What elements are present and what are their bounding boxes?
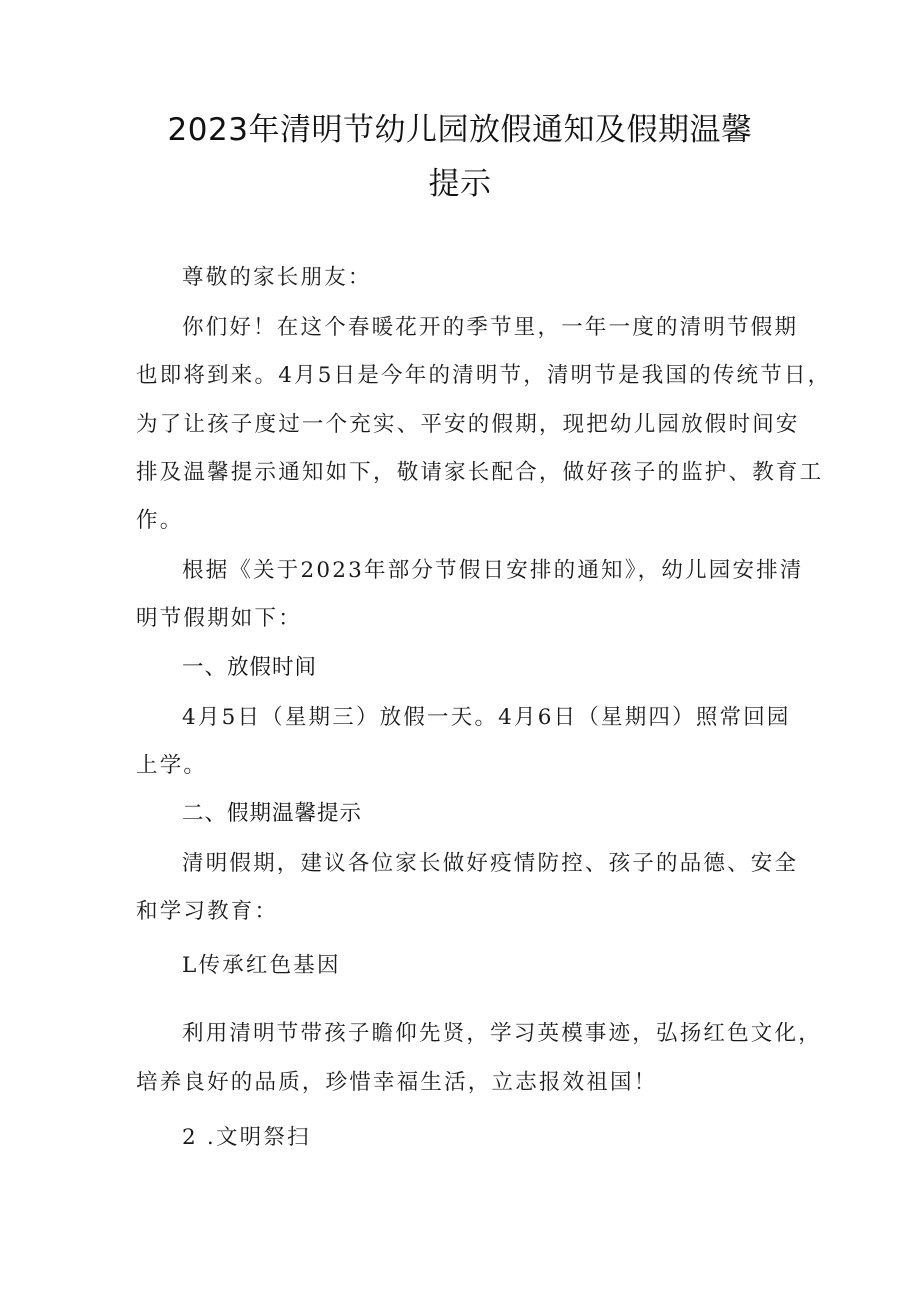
document-title-line-2: 提示 — [428, 166, 492, 202]
tip-1-line-2: 培养良好的品质，珍惜幸福生活，立志报效祖国！ — [136, 1070, 658, 1095]
tips-line-1: 清明假期，建议各位家长做好疫情防控、孩子的品德、安全 — [182, 851, 799, 876]
section-heading-holiday-time: 一、放假时间 — [182, 655, 318, 680]
intro-line-1: 你们好！在这个春暖花开的季节里，一年一度的清明节假期 — [182, 315, 799, 340]
holiday-time-line-1: 4月5日（星期三）放假一天。4月6日（星期四）照常回园 — [182, 705, 791, 730]
greeting: 尊敬的家长朋友： — [182, 265, 372, 290]
intro-line-3: 为了让孩子度过一个充实、平安的假期，现把幼儿园放假时间安 — [136, 412, 800, 437]
section-heading-tips: 二、假期温馨提示 — [182, 801, 363, 826]
holiday-time-line-2: 上学。 — [136, 753, 208, 778]
basis-line-1: 根据《关于2023年部分节假日安排的通知》，幼儿园安排清 — [182, 558, 804, 583]
tip-1-line-1: 利用清明节带孩子瞻仰先贤，学习英模事迹，弘扬红色文化， — [182, 1021, 822, 1046]
document-title-line-1: 2023年清明节幼儿园放假通知及假期温馨 — [167, 112, 753, 148]
intro-line-4: 排及温馨提示通知如下，敬请家长配合，做好孩子的监护、教育工 — [136, 460, 824, 485]
tip-2-title: 2 .文明祭扫 — [182, 1125, 311, 1150]
basis-line-2: 明节假期如下： — [136, 606, 302, 631]
tip-1-title: L传承红色基因 — [182, 953, 341, 978]
intro-line-5: 作。 — [136, 508, 184, 533]
intro-line-2: 也即将到来。4月5日是今年的清明节，清明节是我国的传统节日， — [136, 363, 832, 388]
tips-line-2: 和学习教育： — [136, 899, 279, 924]
